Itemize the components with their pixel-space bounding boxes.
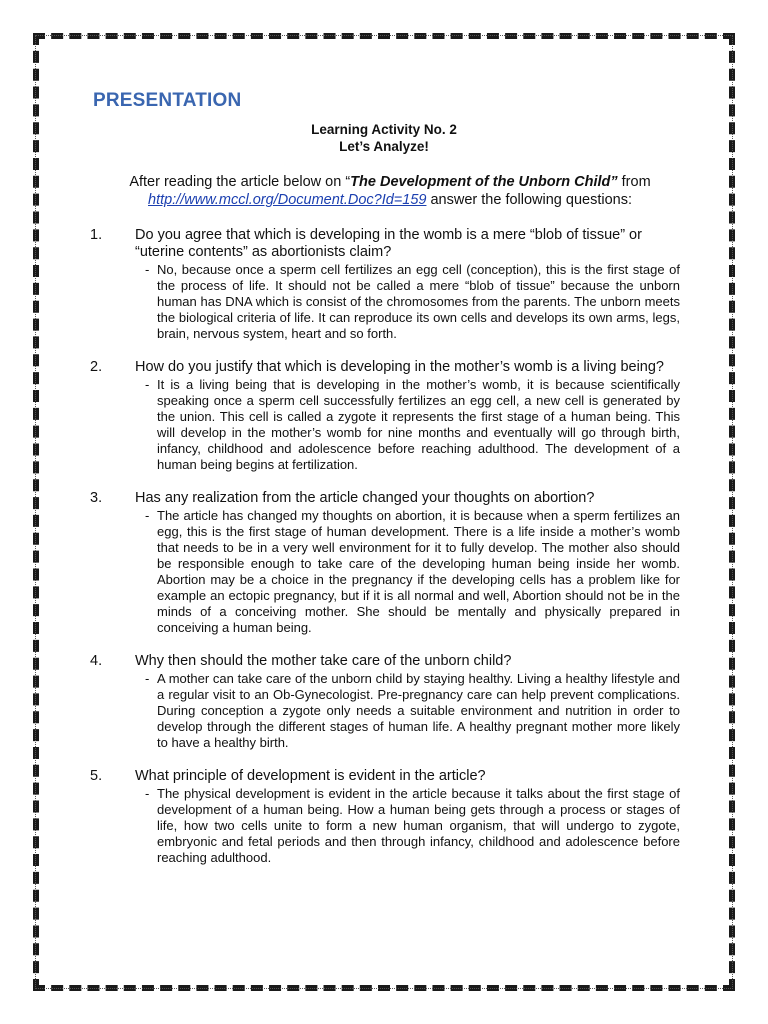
article-title: The Development of the Unborn Child” xyxy=(350,174,618,190)
question-item xyxy=(90,359,680,473)
bullet-dash: - xyxy=(145,508,150,523)
question-text: What principle of development is evident in the article? xyxy=(135,768,486,784)
question-text: Why then should the mother take care of the unborn child? xyxy=(135,653,512,669)
question-item xyxy=(90,490,680,636)
question-number: 3. xyxy=(90,490,103,506)
question-list xyxy=(90,227,680,866)
bullet-dash: - xyxy=(145,377,150,392)
bullet-dash: - xyxy=(145,262,150,277)
answer-text: The physical development is evident in the article because it talks about the first stage of development of a human being. How a human being gets through a process or stages of life, how two cells unite to form a new human organism, that will undergo to zygote, embryonic and fetal periods and then through infancy, childhood and adolescence before reaching adulthood. xyxy=(157,786,680,865)
answer-text: The article has changed my thoughts on abortion, it is because when a sperm fertilizes an egg, this is the first stage of human development. There is a life inside a mother’s womb that needs to be in a very well environment for it to fully develop. The mother also should be responsible enough to take care of the developing human being inside her womb. Abortion may be a choice in the pregnancy if the developing cells has a problem like for example an ectopic pregnancy, but if it is all normal and well, Abortion should not be in the minds of a conceiving mother. She should be mentally and physically prepared in conceiving a human being. xyxy=(157,508,680,635)
question-text: Do you agree that which is developing in the womb is a mere “blob of tissue” or “uterine contents” as abortionists claim? xyxy=(135,227,642,260)
answer-text: No, because once a sperm cell fertilizes an egg cell (conception), this is the first stage of the process of life. It should not be called a mere “blob of tissue” because the unborn human has DNA which is consist of the chromosomes from the parents. The unborn meets the biological criteria of life. It can reproduce its own cells and develops its own arms, legs, brain, nervous system, heart and so forth. xyxy=(157,262,680,341)
intro-after-title: from xyxy=(617,174,651,190)
answer-text: It is a living being that is developing in the mother’s womb, it is because scientifically speaking once a sperm cell successfully fertilizes an egg cell, a new cell is generated by the union. This cell is called a zygote it represents the first stage of a human being. This will develop in the mother’s womb for nine months and eventually will go through birth, infancy, childhood and adolescence before reaching adulthood. The development of a human being begins at fertilization. xyxy=(157,377,680,472)
question-text: Has any realization from the article changed your thoughts on abortion? xyxy=(135,490,595,506)
intro-paragraph xyxy=(110,173,670,209)
section-heading: PRESENTATION xyxy=(93,90,242,111)
answer-item xyxy=(145,671,680,751)
intro-after-link: answer the following questions: xyxy=(426,192,632,208)
answer-item xyxy=(145,786,680,866)
answer-item xyxy=(145,508,680,636)
question-number: 5. xyxy=(90,768,103,784)
answer-item xyxy=(145,262,680,342)
article-link[interactable]: http://www.mccl.org/Document.Doc?Id=159 xyxy=(148,192,427,208)
activity-header xyxy=(0,121,768,155)
answer-item xyxy=(145,377,680,473)
activity-title: Learning Activity No. 2 xyxy=(311,122,457,137)
question-text: How do you justify that which is developing in the mother’s womb is a living being? xyxy=(135,359,664,375)
question-number: 2. xyxy=(90,359,103,375)
activity-subtitle: Let’s Analyze! xyxy=(339,139,429,154)
question-item xyxy=(90,768,680,866)
question-number: 1. xyxy=(90,227,103,243)
question-number: 4. xyxy=(90,653,103,669)
intro-before: After reading the article below on “ xyxy=(129,174,351,190)
bullet-dash: - xyxy=(145,786,150,801)
bullet-dash: - xyxy=(145,671,150,686)
question-item xyxy=(90,227,680,342)
question-item xyxy=(90,653,680,751)
answer-text: A mother can take care of the unborn child by staying healthy. Living a healthy lifestyle and a regular visit to an Ob-Gynecologist. Pre-pregnancy care can help prevent complications. During conception a zygote only needs a suitable environment and nutrition in order to develop through the different stages of human life. A healthy pregnant mother more likely to have a healthy birth. xyxy=(157,671,680,750)
